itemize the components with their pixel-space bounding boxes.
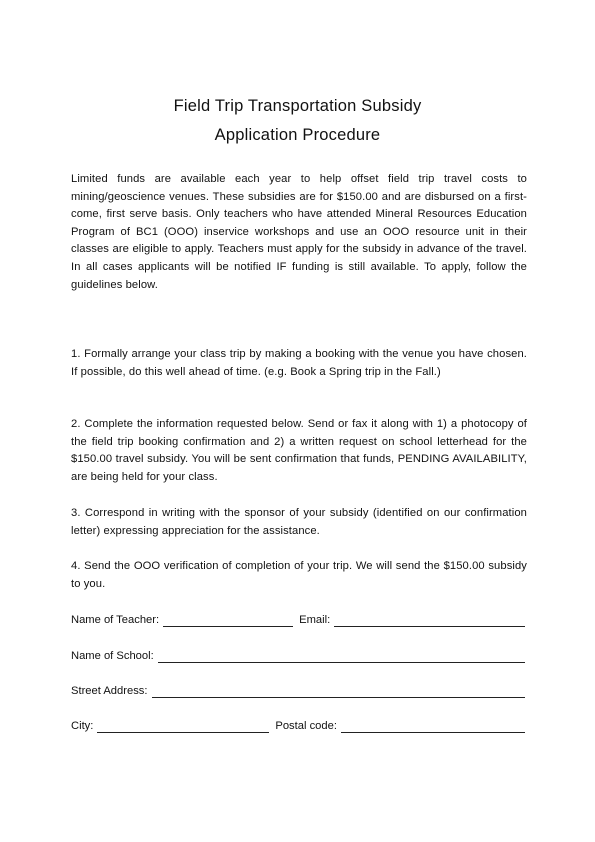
step-4-paragraph: 4. Send the OOO verification of completion of your trip. We will send the $150.00 subsidy to you. [71,560,527,590]
step-1-paragraph: 1. Formally arrange your class trip by making a booking with the venue you have chosen. If possible, do this well ahead of time. (e.g. Book a Spring trip in the Fall.) [71,348,527,378]
email-label: Email: [299,614,331,626]
step-3-paragraph: 3. Correspond in writing with the sponsor of your subsidy (identified on our confirmation letter) expressing appreciation for the assistance. [71,507,527,537]
form-row-school [71,647,525,663]
intro-paragraph: Limited funds are available each year to help offset field trip travel costs to mining/geoscience venues. These subsidies are for $150.00 and are disbursed on a first-come, first serve basis. Only teachers who have attended Mineral Resources Education Program of BC1 (OOO) inservice workshops and use an OOO resource unit in their classes are eligible to apply. Teachers must apply for the subsidy in advance of the travel. In all cases applicants will be notified IF funding is still available. To apply, follow the guidelines below. [71,173,527,291]
form-row-teacher [71,611,525,627]
form-row-street [71,682,525,698]
form-row-city [71,717,525,733]
step-2-paragraph: 2. Complete the information requested below. Send or fax it along with 1) a photocopy of the field trip booking confirmation and 2) a written request on school letterhead for the $150.00 travel subsidy. You will be sent confirmation that funds, PENDING AVAILABILITY, are being held for your class. [71,418,527,483]
postal-code-label: Postal code: [275,720,337,732]
school-name-field[interactable] [158,650,525,663]
teacher-name-label: Name of Teacher: [71,614,160,626]
city-label: City: [71,720,94,732]
postal-code-field[interactable] [341,720,525,733]
document-subtitle: Application Procedure [214,126,381,144]
street-address-field[interactable] [152,685,526,698]
street-address-label: Street Address: [71,685,148,697]
email-field[interactable] [334,614,525,627]
city-field[interactable] [97,720,269,733]
document-title: Field Trip Transportation Subsidy [173,97,422,115]
teacher-name-field[interactable] [163,614,293,627]
school-name-label: Name of School: [71,650,154,662]
